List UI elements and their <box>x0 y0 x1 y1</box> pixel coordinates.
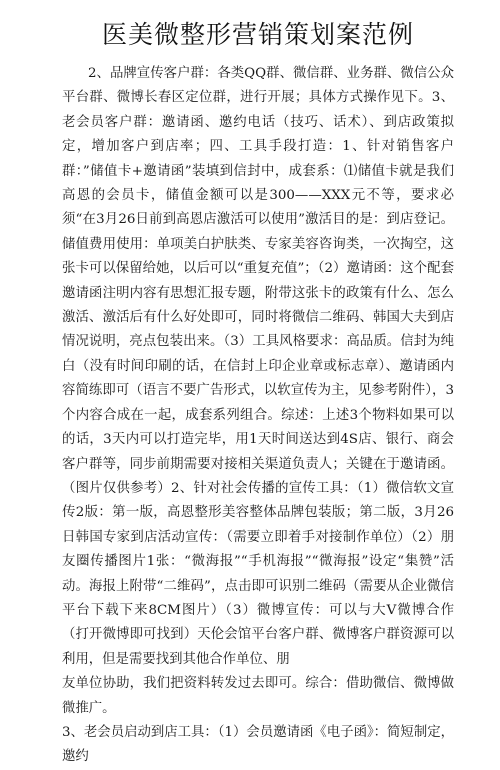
body-paragraph-1: 2、品牌宣传客户群：各类QQ群、微信群、业务群、微信公众平台群、微博长春区定位群，进行开展；具体方式操作见下。3、老会员客户群：邀请函、邀约电话（技巧、话术）、到店政策拟定，增加客户到店率；四、工具手段打造：1、针对销售客户群：”储值卡+邀请函”装填到信封中，成套系：⑴储值卡就是我们高恩的会员卡，储值金额可以是300——XXX元不等，要求必须“在3月26日前到高恩店激活可以使用”激活目的是：到店登记。储值费用使用：单项美白护肤类、专家美容咨询类，一次掏空，这张卡可以保留给她，以后可以“重复充值”；（2）邀请函：这个配套邀请函注明内容有思想汇报专题，附带这张卡的政策有什么、怎么激活、激活后有什么好处即可，同时将微信二维码、韩国大夫到店情况说明，亮点包装出来。（3）工具风格要求：高品质。信封为纯白（没有时间印刷的话，在信封上印企业章或标志章）、邀请函内容简练即可（语言不要广告形式，以软宣传为主，见参考附件），3个内容合成在一起，成套系列组合。综述：上述3个物料如果可以的话，3天内可以打造完毕，用1天时间送达到4S店、银行、商会客户群等，同步前期需要对接相关渠道负责人；关键在于邀请函。（图片仅供参考）2、针对社会传播的宣传工具：（1）微信软文宣传2版：第一版，高恩整形美容整体品牌包装版；第二版，3月26日韩国专家到店活动宣传：（需要立即着手对接制作单位）（2）朋友圈传播图片1张：“微海报”“手机海报”“微海报”设定“集赞”活动。海报上附带“二维码”，点击即可识别二维码（需要从企业微信平台下载下来8CM图片）（3）微博宣传：可以与大V微博合作（打开微博即可找到）天伦会馆平台客户群、微博客户群资源可以利用，但是需要找到其他合作单位、朋 <box>62 66 454 667</box>
document-body <box>62 62 454 770</box>
body-paragraph-2: 友单位协助，我们把资料转发过去即可。综合：借助微信、微博做微推广。 <box>62 676 454 716</box>
body-paragraph-3: 3、老会员启动到店工具：（1）会员邀请函《电子函》：简短制定，邀约 <box>62 724 454 765</box>
document-title: 医美微整形营销策划案范例 <box>101 20 414 49</box>
